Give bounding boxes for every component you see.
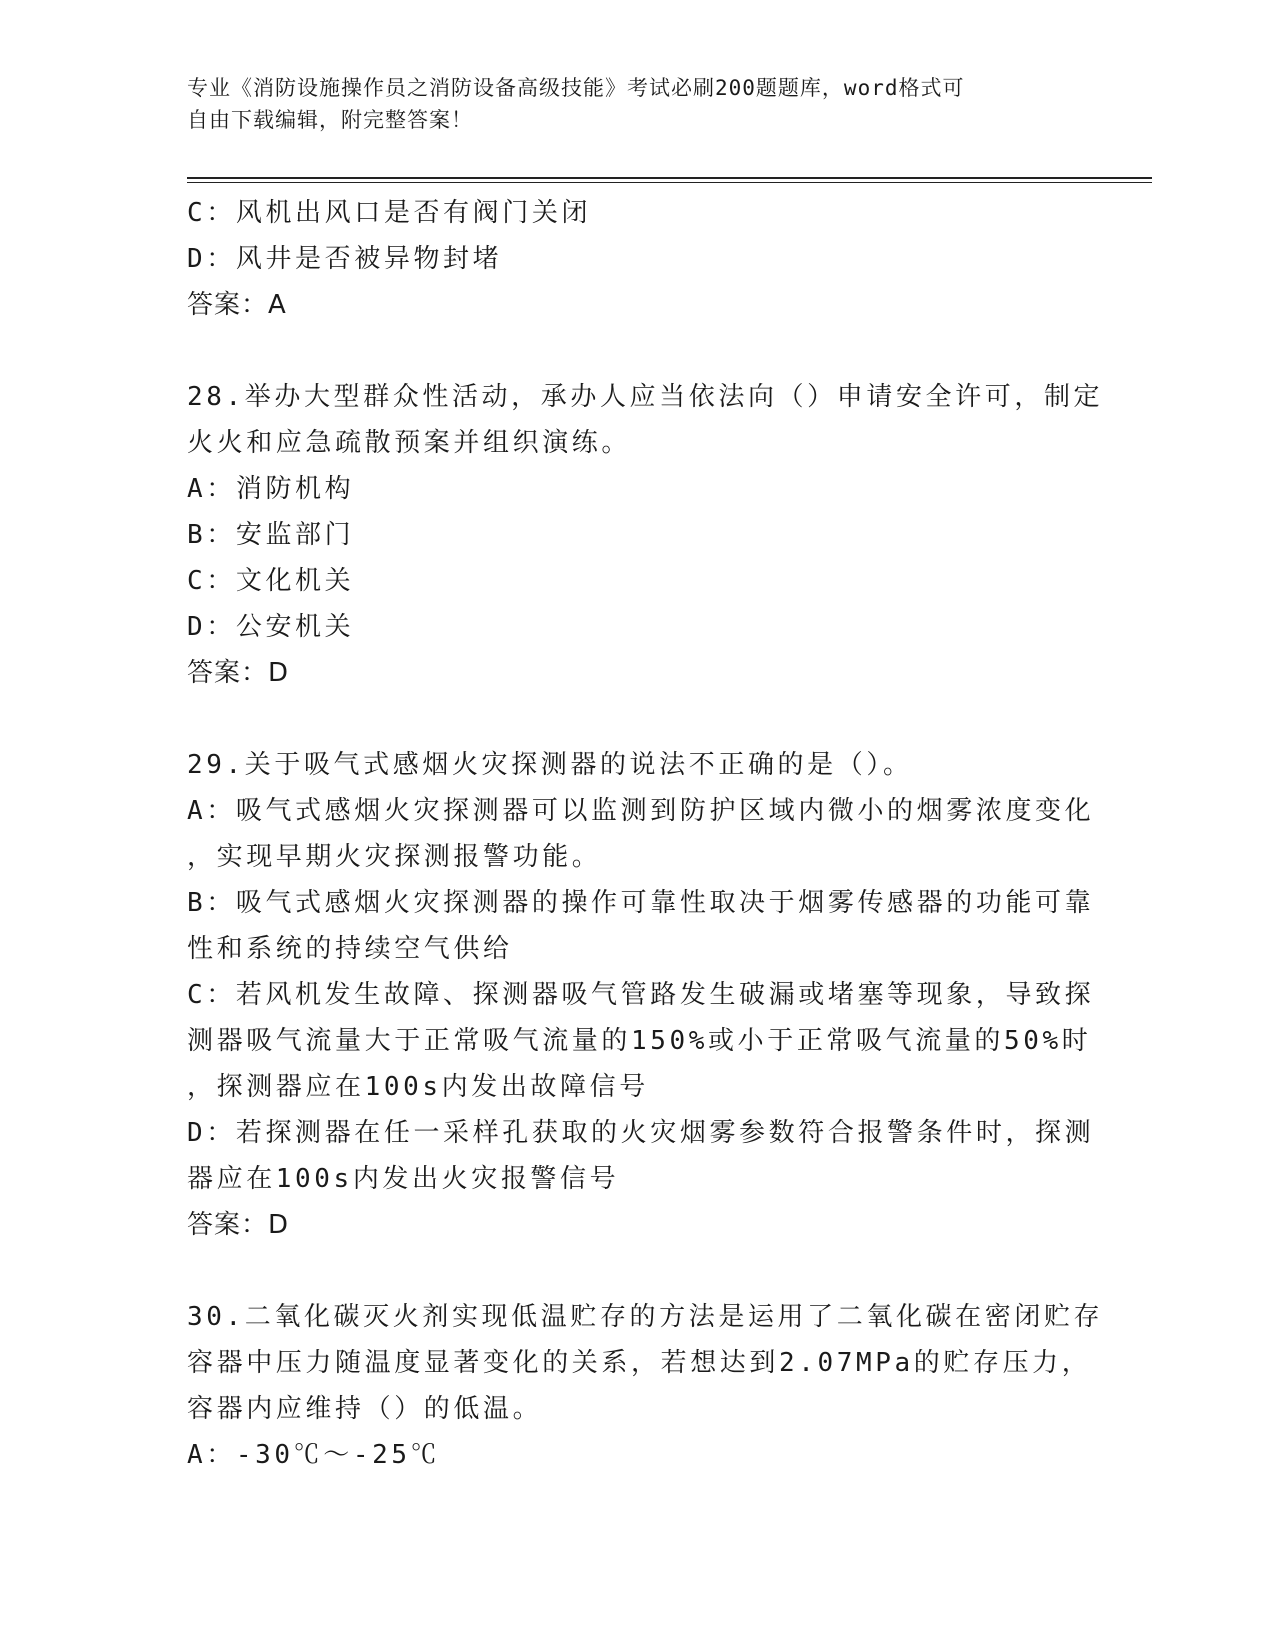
q28-option-b: B：安监部门	[187, 520, 355, 550]
q30-stem-line-3: 容器内应维持（）的低温。	[187, 1394, 543, 1424]
q29-option-d-line-1: D：若探测器在任一采样孔获取的火灾烟雾参数符合报警条件时，探测	[187, 1118, 1095, 1148]
q29-stem: 29.关于吸气式感烟火灾探测器的说法不正确的是（）。	[187, 750, 913, 780]
q29-option-a-line-2: ，实现早期火灾探测报警功能。	[187, 842, 602, 872]
q30-option-a: A：-30℃～-25℃	[187, 1440, 441, 1470]
q29-option-b-line-1: B：吸气式感烟火灾探测器的操作可靠性取决于烟雾传感器的功能可靠	[187, 888, 1095, 918]
question-28	[187, 374, 1104, 696]
document-header	[187, 72, 1067, 136]
q28-answer: 答案：D	[187, 658, 290, 688]
q29-option-a-line-1: A：吸气式感烟火灾探测器可以监测到防护区域内微小的烟雾浓度变化	[187, 796, 1095, 826]
document-body	[187, 190, 1104, 1478]
q27-option-c: C：风机出风口是否有阀门关闭	[187, 198, 592, 228]
q28-stem-line-1: 28.举办大型群众性活动，承办人应当依法向（）申请安全许可，制定	[187, 382, 1104, 412]
q29-option-b-line-2: 性和系统的持续空气供给	[187, 934, 513, 964]
question-29	[187, 742, 1095, 1248]
header-line-2: 自由下载编辑，附完整答案！	[187, 108, 473, 132]
header-line-1: 专业《消防设施操作员之消防设备高级技能》考试必刷200题题库，word格式可	[187, 76, 965, 100]
question-30	[187, 1294, 1104, 1478]
header-rule-thin	[187, 182, 1152, 183]
q28-option-d: D：公安机关	[187, 612, 355, 642]
header-rule-thick	[187, 177, 1152, 179]
q29-option-c-line-1: C：若风机发生故障、探测器吸气管路发生破漏或堵塞等现象，导致探	[187, 980, 1095, 1010]
q28-stem-line-2: 火火和应急疏散预案并组织演练。	[187, 428, 632, 458]
q28-option-c: C：文化机关	[187, 566, 355, 596]
q29-option-c-line-2: 测器吸气流量大于正常吸气流量的150%或小于正常吸气流量的50%时	[187, 1026, 1092, 1056]
q29-answer: 答案：D	[187, 1210, 290, 1240]
q30-stem-line-2: 容器中压力随温度显著变化的关系，若想达到2.07MPa的贮存压力，	[187, 1348, 1092, 1378]
q27-option-d: D：风井是否被异物封堵	[187, 244, 503, 274]
q28-option-a: A：消防机构	[187, 474, 355, 504]
q27-answer: 答案：A	[187, 290, 287, 320]
q29-option-c-line-3: ，探测器应在100s内发出故障信号	[187, 1072, 649, 1102]
q29-option-d-line-2: 器应在100s内发出火灾报警信号	[187, 1164, 620, 1194]
question-27-tail	[187, 190, 1087, 328]
q30-stem-line-1: 30.二氧化碳灭火剂实现低温贮存的方法是运用了二氧化碳在密闭贮存	[187, 1302, 1104, 1332]
